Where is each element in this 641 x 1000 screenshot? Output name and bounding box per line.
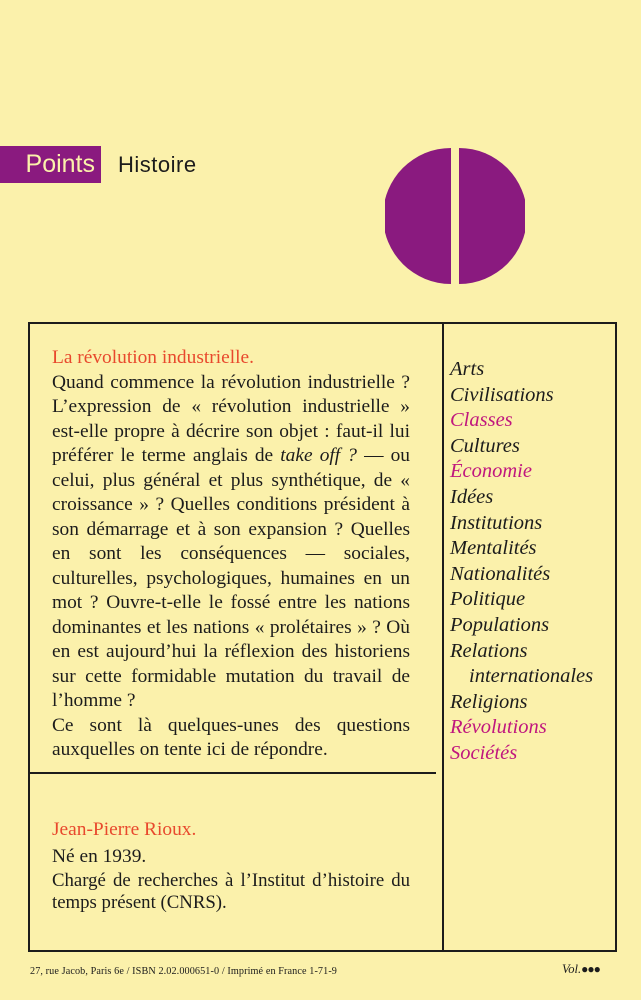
theme-item: Classes [450,409,513,432]
column-divider [442,322,444,952]
series-brand-label: Points [0,146,101,183]
theme-item: internationales [469,665,594,688]
book-blurb [52,346,410,763]
blurb-paragraph-2: Ce sont là quelques-unes des questions auxquelles on tente ici de répondre. [52,714,410,760]
theme-item: Idées [450,485,494,508]
blurb-paragraph-1 [52,371,410,714]
book-title: La révolution industrielle. [52,347,254,368]
author-name: Jean-Pierre Rioux. [52,819,197,840]
theme-item: Populations [450,613,550,636]
theme-item: Politique [450,588,526,611]
theme-item: Institutions [450,511,543,534]
themes-list [450,357,622,767]
author-section [52,818,410,914]
volume-dots: ●●● [581,962,600,976]
collection-name: Histoire [118,152,197,177]
split-circle-icon [385,146,525,286]
theme-item: Révolutions [450,716,547,739]
theme-item: Civilisations [450,383,554,406]
author-birth: Né en 1939. [52,846,147,867]
imprint-line: 27, rue Jacob, Paris 6e / ISBN 2.02.000651-0 / Imprimé en France 1-71-9 [30,966,338,977]
theme-item: Mentalités [450,537,537,560]
theme-item: Relations [450,639,528,662]
blurb-text: Quand commence la révolution industrielle ? L’expression de « révolution industrielle » est-elle propre à décrire son objet : faut-il lui préférer le terme anglais de [52,371,410,466]
blurb-emphasis: take off ? [280,445,357,466]
theme-item: Cultures [450,434,520,457]
theme-item: Économie [450,460,532,483]
theme-item: Sociétés [450,741,518,764]
theme-item: Nationalités [450,562,551,585]
theme-item: Religions [450,690,528,713]
volume-label: Vol. [562,962,582,976]
volume-marker [562,962,600,977]
author-bio: Chargé de recherches à l’Institut d’histoire du temps présent (CNRS). [52,870,410,913]
blurb-text: — ou celui, plus général et plus synthétique, de « croissance » ? Quelles conditions président à son démarrage et à son expansion ? Quelles en sont les conséquences — sociales, culturelles, psychologiques, humaines en un mot ? Ouvre-t-elle le fossé entre les nations dominantes et les nations « prolétaires » ? Où en est aujourd’hui la réflexion des historiens sur cette formidable mutation du travail de l’homme ? [52,445,410,711]
section-divider [30,772,436,774]
theme-item: Arts [450,358,485,380]
